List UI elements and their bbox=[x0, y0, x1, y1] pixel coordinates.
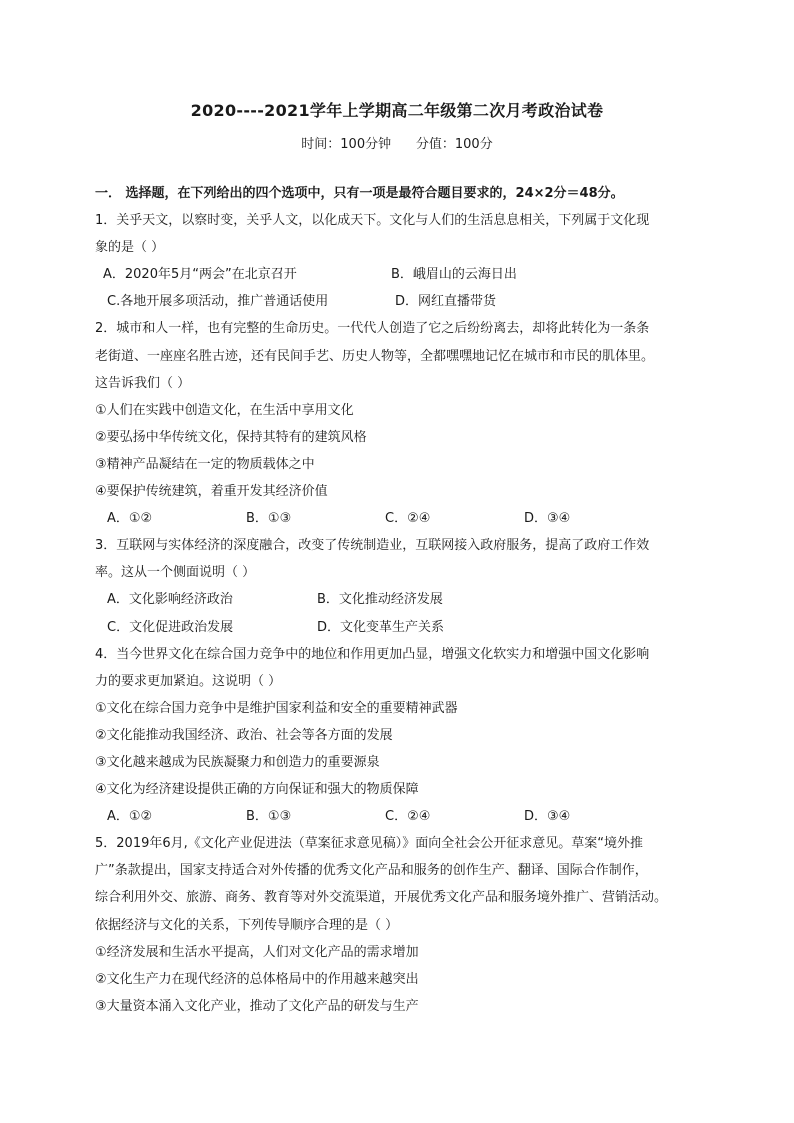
q4-stem-line2: 力的要求更加紧迫。这说明（ ） bbox=[95, 673, 282, 689]
q3-option-d: D．文化变革生产关系 bbox=[317, 619, 445, 635]
q3-options-row2 bbox=[95, 614, 707, 641]
q4-statement-3: ③文化越来越成为民族凝聚力和创造力的重要源泉 bbox=[95, 754, 380, 770]
q2-options-row bbox=[95, 505, 707, 532]
exam-title: 2020----2021学年上学期高二年级第二次月考政治试卷 bbox=[190, 101, 604, 120]
q2-stem-line2: 老街道、一座座名胜古迹，还有民间手艺、历史人物等，全都嘿嘿地记忆在城市和市民的肌体里。 bbox=[95, 348, 655, 364]
q1-stem-line1: 1．关乎天文，以察时变，关乎人文，以化成天下。文化与人们的生活息息相关，下列属于文化现 bbox=[95, 213, 650, 229]
q4-option-b: B．①③ bbox=[246, 809, 292, 825]
q3-option-c: C．文化促进政治发展 bbox=[107, 619, 234, 635]
q5-stem-line3: 综合利用外交、旅游、商务、教育等对外交流渠道，开展优秀文化产品和服务境外推广、营销活动。 bbox=[95, 890, 668, 906]
q2-option-a: A．①② bbox=[107, 511, 153, 527]
q4-statement-1: ①文化在综合国力竞争中是维护国家利益和安全的重要精神武器 bbox=[95, 700, 458, 716]
q1-options-row1 bbox=[95, 261, 707, 288]
q3-stem-line1: 3．互联网与实体经济的深度融合，改变了传统制造业，互联网接入政府服务，提高了政府工作效 bbox=[95, 538, 650, 554]
q2-stem-line1: 2．城市和人一样，也有完整的生命历史。一代代人创造了它之后纷纷离去，却将此转化为一条条 bbox=[95, 321, 650, 337]
q4-option-d: D．③④ bbox=[524, 809, 571, 825]
q2-statement-2: ②要弘扬中华传统文化，保持其特有的建筑风格 bbox=[95, 429, 367, 445]
q2-option-b: B．①③ bbox=[246, 511, 292, 527]
q1-options-row2 bbox=[95, 288, 707, 315]
q2-stem-line3: 这告诉我们（ ） bbox=[95, 375, 191, 391]
q4-option-c: C．②④ bbox=[385, 809, 431, 825]
q5-statement-1: ①经济发展和生活水平提高，人们对文化产品的需求增加 bbox=[95, 944, 419, 960]
q5-stem-line4: 依据经济与文化的关系，下列传导顺序合理的是（ ） bbox=[95, 917, 399, 933]
q2-option-c: C．②④ bbox=[385, 511, 431, 527]
q1-option-d: D．网红直播带货 bbox=[395, 294, 497, 310]
q4-statement-4: ④文化为经济建设提供正确的方向保证和强大的物质保障 bbox=[95, 782, 419, 798]
q3-stem-line2: 率。这从一个侧面说明（ ） bbox=[95, 565, 256, 581]
q1-option-a: A．2020年5月“两会”在北京召开 bbox=[103, 267, 297, 283]
q5-statement-2: ②文化生产力在现代经济的总体格局中的作用越来越突出 bbox=[95, 971, 419, 987]
q1-stem-line2: 象的是（ ） bbox=[95, 240, 165, 256]
exam-subtitle: 时间：100分钟 分值：100分 bbox=[301, 137, 493, 152]
q1-option-c: C.各地开展多项活动，推广普通话使用 bbox=[107, 294, 329, 310]
q5-statement-3: ③大量资本涌入文化产业，推动了文化产品的研发与生产 bbox=[95, 998, 419, 1014]
q2-statement-3: ③精神产品凝结在一定的物质载体之中 bbox=[95, 456, 315, 472]
section-heading: 一． 选择题，在下列给出的四个选项中，只有一项是最符合题目要求的，24×2分＝48分。 bbox=[95, 186, 624, 201]
q3-option-a: A．文化影响经济政治 bbox=[107, 592, 233, 608]
q3-options-row1 bbox=[95, 586, 707, 613]
q1-option-b: B．峨眉山的云海日出 bbox=[391, 267, 517, 283]
q4-stem-line1: 4．当今世界文化在综合国力竞争中的地位和作用更加凸显，增强文化软实力和增强中国文化影响 bbox=[95, 646, 650, 662]
q4-options-row bbox=[95, 803, 707, 830]
q4-statement-2: ②文化能推动我国经济、政治、社会等各方面的发展 bbox=[95, 727, 393, 743]
exam-content bbox=[95, 180, 707, 1020]
q5-stem-line1: 5．2019年6月,《文化产业促进法（草案征求意见稿）》面向全社会公开征求意见。草案“境外推 bbox=[95, 836, 643, 852]
q3-option-b: B．文化推动经济发展 bbox=[317, 592, 443, 608]
q2-statement-1: ①人们在实践中创造文化，在生活中享用文化 bbox=[95, 402, 354, 418]
q5-stem-line2: 广”条款提出，国家支持适合对外传播的优秀文化产品和服务的创作生产、翻译、国际合作制作， bbox=[95, 863, 648, 879]
q2-option-d: D．③④ bbox=[524, 511, 571, 527]
q2-statement-4: ④要保护传统建筑，着重开发其经济价值 bbox=[95, 484, 328, 500]
q4-option-a: A．①② bbox=[107, 809, 153, 825]
